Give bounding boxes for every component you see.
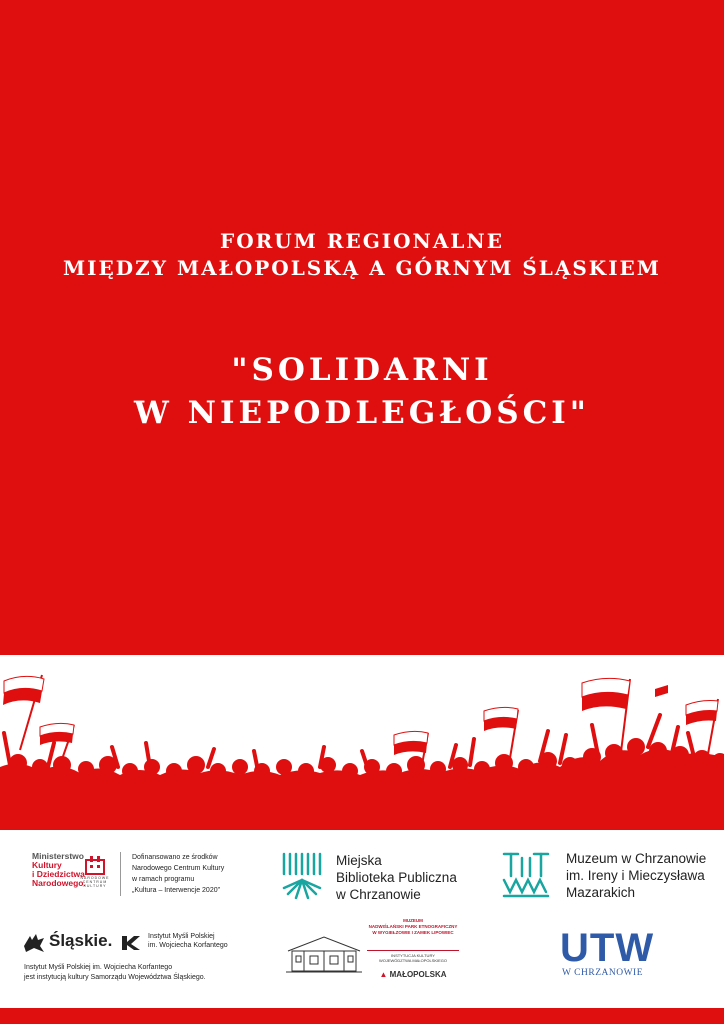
ethno-line2: NADWIŚLAŃSKI PARK ETNOGRAFICZNY [368, 924, 458, 929]
ethno-museum-name [367, 918, 459, 936]
ethno-line3: W WYGIEŁZOWIE I ZAMEK LIPOWIEC [372, 930, 454, 935]
utw-subtitle: W CHRZANOWIE [562, 968, 644, 978]
malopolska-logo [367, 970, 459, 979]
sponsor-logos [0, 830, 724, 1008]
crowd-illustration [0, 655, 724, 830]
slaskie-bird-icon [22, 932, 46, 954]
korfanty-k-icon [120, 934, 142, 952]
museum-line2: im. Ireny i Mieczysława [566, 868, 705, 883]
instytucja-line1: INSTYTUCJA KULTURY [391, 953, 435, 958]
nck-funding-note [132, 852, 282, 896]
forum-heading-line1: FORUM REGIONALNE [220, 229, 504, 253]
mkidn-line2: Kultury [32, 860, 62, 870]
mkidn-line4: Narodowego. [32, 878, 86, 888]
polish-flag-icon [3, 675, 44, 750]
museum-line1: Muzeum w Chrzanowie [566, 851, 707, 866]
ethno-line1: MUZEUM [403, 918, 423, 923]
bottom-red-bar [0, 1008, 724, 1024]
korfanty-line1: Instytut Myśli Polskiej [148, 933, 215, 940]
title-line1: "SOLIDARNI [231, 352, 493, 388]
korfanty-name [148, 932, 268, 950]
mbp-name [336, 852, 496, 903]
museum-name [566, 850, 724, 901]
ethno-divider [367, 950, 459, 951]
funding-line2: Narodowego Centrum Kultury [132, 865, 225, 872]
museum-line3: Mazarakich [566, 885, 636, 900]
funding-line1: Dofinansowano ze środków [132, 854, 218, 861]
forum-heading-line2: MIĘDZY MAŁOPOLSKĄ A GÓRNYM ŚLĄSKIEM [63, 256, 661, 280]
utw-logo: UTW [560, 926, 655, 970]
korfanty-line2: im. Wojciecha Korfantego [148, 942, 228, 949]
mkidn-line3: i Dziedzictwa [32, 869, 85, 879]
nck-emblem-icon [84, 854, 106, 876]
slaskie-name: Śląskie. [49, 931, 113, 950]
funding-line4: „Kultura – Interwencje 2020” [132, 887, 220, 894]
logo-divider [120, 852, 121, 896]
crowd-with-flags-icon [0, 655, 724, 830]
funding-line3: w ramach programu [132, 876, 195, 883]
library-book-icon [278, 850, 326, 900]
title-line2: W NIEPODLEGŁOŚCI" [134, 395, 590, 431]
mbp-line1: Miejska [336, 853, 382, 868]
nck-name: NARODOWE CENTRUM KULTURY [80, 876, 110, 888]
mkidn-line1: Ministerstwo [32, 851, 84, 861]
museum-gate-icon [500, 850, 552, 900]
malopolska-name: MAŁOPOLSKA [389, 970, 447, 979]
instytucja-line2: WOJEWÓDZTWA MAŁOPOLSKIEGO [378, 958, 448, 963]
mbp-line3: w Chrzanowie [336, 887, 421, 902]
korfanty-note-line2: jest instytucją kultury Samorządu Województwa Śląskiego. [24, 974, 206, 981]
malopolska-m-icon: ▲ [379, 970, 388, 979]
mbp-line2: Biblioteka Publiczna [336, 870, 457, 885]
korfanty-note [24, 963, 244, 983]
instytucja-text [367, 953, 459, 963]
wooden-house-icon [284, 933, 364, 975]
korfanty-note-line1: Instytut Myśli Polskiej im. Wojciecha Korfantego [24, 964, 173, 971]
